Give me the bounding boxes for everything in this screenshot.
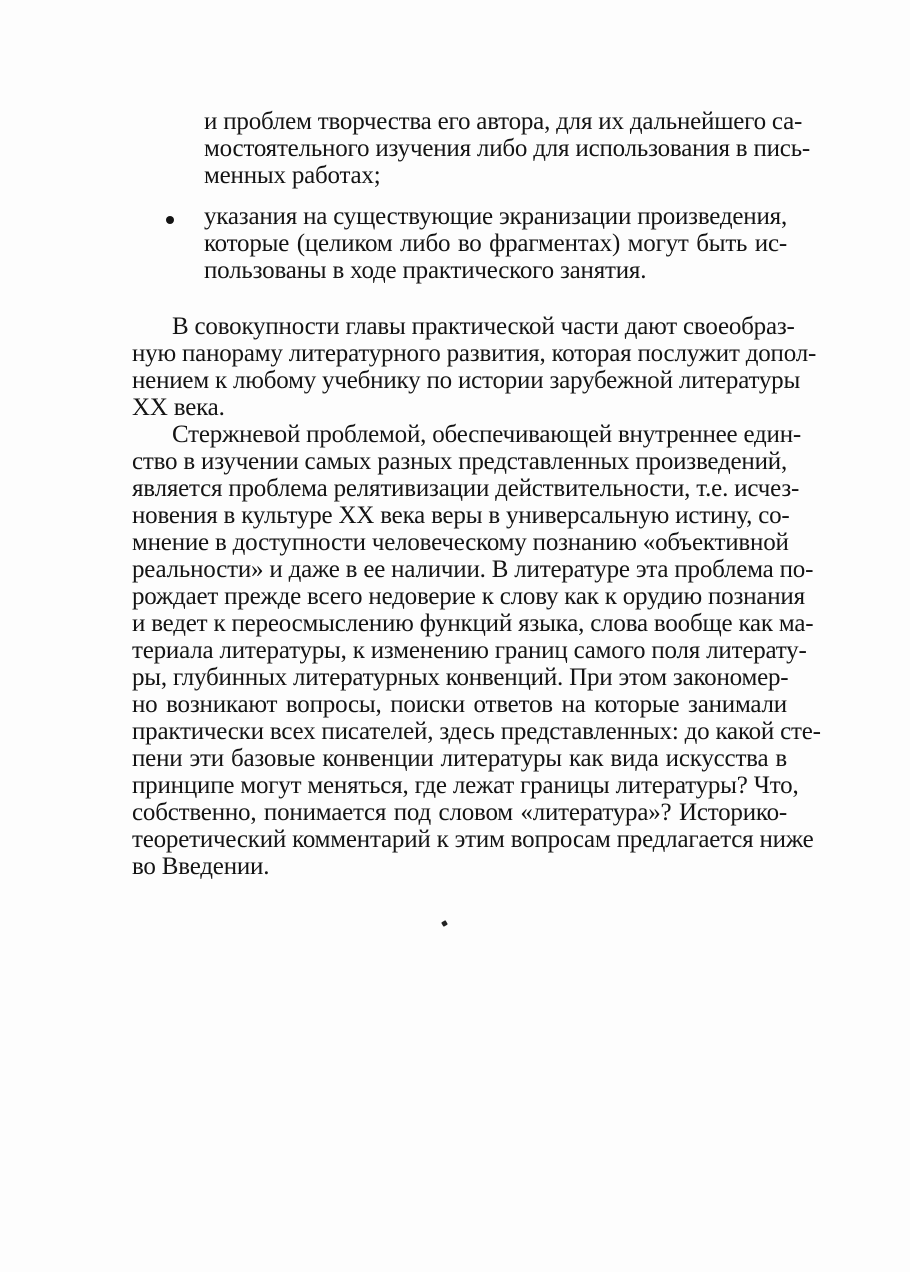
bullet-marker [166,216,174,224]
text-line: ство в изучении самых разных представленных произведений, [132,448,788,475]
text-line: В совокупности главы практической части дают своеобраз- [172,313,795,340]
text-line: является проблема релятивизации действительности, т.е. исчез- [132,475,800,502]
text-line: собственно, понимается под словом «литература»? Историко- [132,799,787,826]
text-line: практически всех писателей, здесь представленных: до какой сте- [132,718,821,745]
text-line: указания на существующие экранизации произведения, [204,203,787,230]
text-line: XX века. [132,394,225,421]
text-line: новения в культуре XX века веры в универсальную истину, со- [132,502,790,529]
text-line: реальности» и даже в ее наличии. В литературе эта проблема по- [132,556,814,583]
text-line: териала литературы, к изменению границ самого поля литерату- [132,637,807,664]
text-line: мнение в доступности человеческому познанию «объективной [132,529,789,556]
text-line: и проблем творчества его автора, для их дальнейшего са- [204,108,803,135]
text-line: и ведет к переосмыслению функций языка, слова вообще как ма- [132,610,814,637]
text-line: во Введении. [132,853,270,880]
text-line: которые (целиком либо во фрагментах) могут быть ис- [204,230,787,257]
text-line: Стержневой проблемой, обеспечивающей внутреннее един- [172,421,802,448]
text-line: ную панораму литературного развития, которая послужит допол- [132,340,817,367]
text-line: но возникают вопросы, поиски ответов на которые занимали [132,691,787,718]
text-line: мостоятельного изучения либо для использования в пись- [204,135,811,162]
text-line: теоретический комментарий к этим вопросам предлагается ниже [132,826,814,853]
text-line: менных работах; [204,162,381,189]
text-line: пользованы в ходе практического занятия. [204,257,647,284]
text-line: пени эти базовые конвенции литературы как вида искусства в [132,745,787,772]
text-line: нением к любому учебнику по истории зарубежной литературы [132,367,801,394]
text-line: рождает прежде всего недоверие к слову как к орудию познания [132,583,805,610]
scan-speck [441,920,448,927]
text-line: ры, глубинных литературных конвенций. При этом закономер- [132,664,789,691]
text-line: принципе могут меняться, где лежат границы литературы? Что, [132,772,799,799]
